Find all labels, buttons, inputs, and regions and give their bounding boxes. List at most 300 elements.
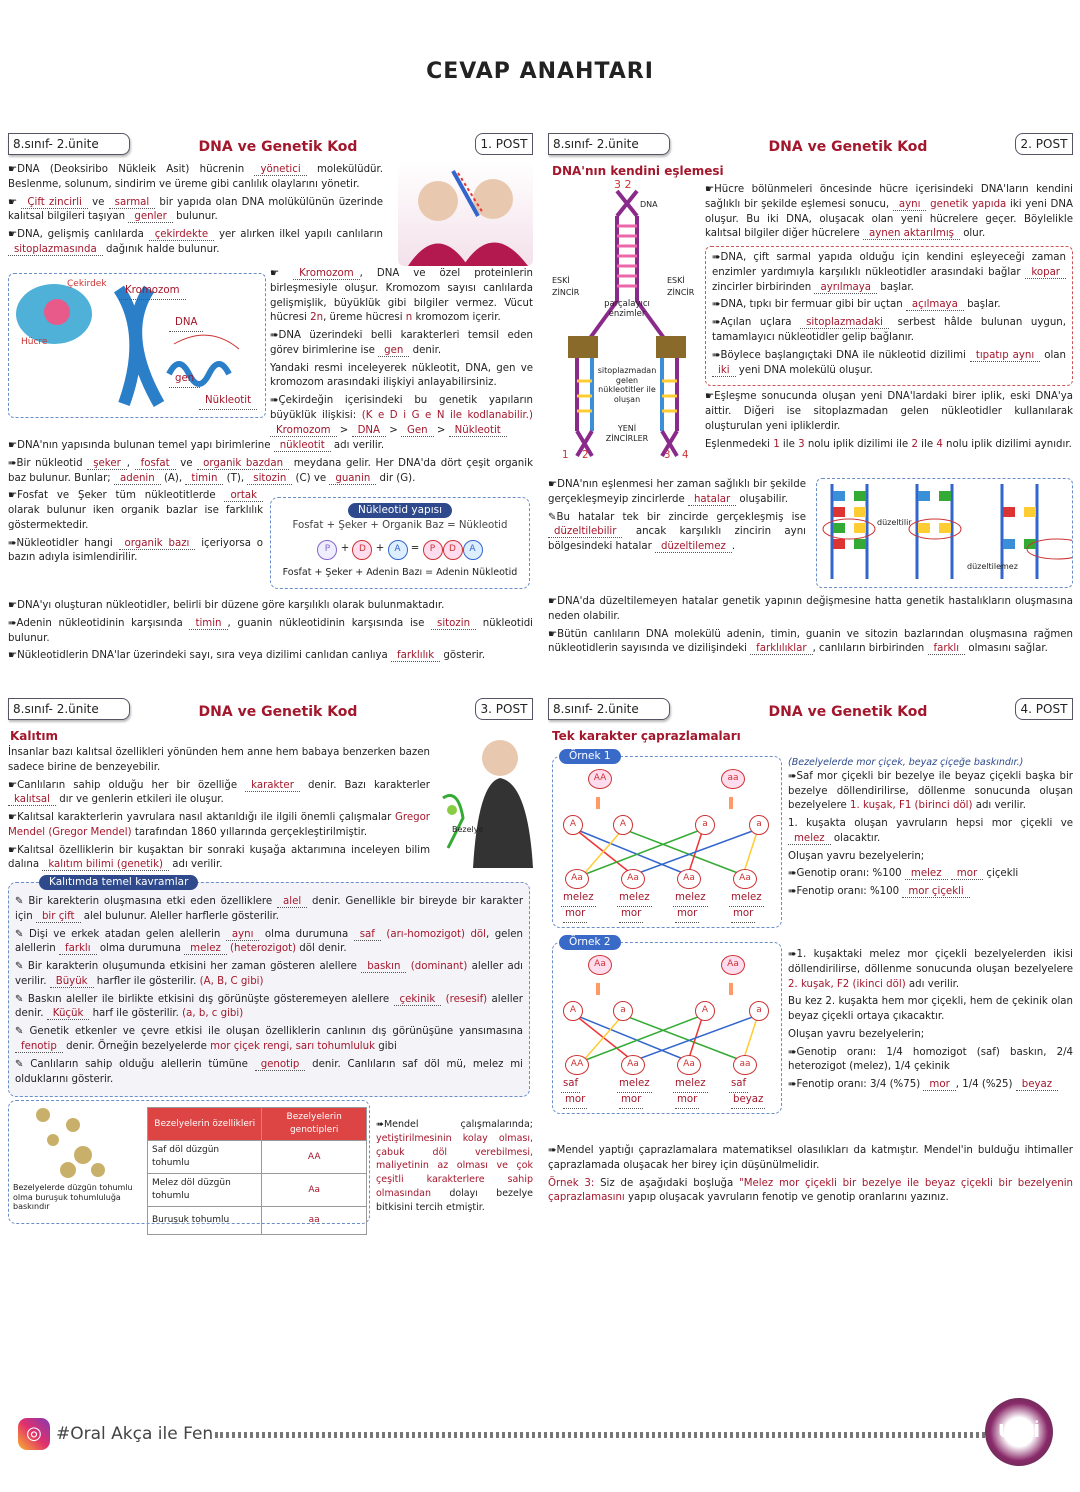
panel-title: DNA ve Genetik Kod [198,704,358,720]
text: ☛DNA'da düzeltilemeyen hatalar genetik yapının değişmesine hatta genetik hastalıkların oluşmasına neden olabilir. [548,596,1073,622]
answer-blank: melez [617,1077,652,1093]
paragraph [270,267,533,326]
unit-label: 8.sınıf- 2.ünite [8,133,130,155]
post-number: 4. POST [1015,698,1073,720]
answer-blank: melez [905,868,948,880]
intro-text [8,163,383,261]
text: olacaktır. [830,832,881,844]
answer-blank: saf [354,929,381,941]
highlight-text: (A, B, C gibi) [199,975,264,987]
text: gösterir. [440,650,486,662]
text: Siz de aşağıdaki boşluğa [600,1177,740,1189]
paragraph [788,1046,1073,1076]
text: harfler ile gösterilir. [93,975,200,987]
highlight-text: (heterozigot) [226,943,297,955]
text: dağınık halde bulunur. [102,243,220,255]
text: ➠Bir nükleotid [8,457,88,469]
text: ✎ Canlıların sahip olduğu alellerin tümüne [15,1058,255,1070]
text: ☛DNA'nın yapısında bulunan temel yapı birimlerine [8,440,274,451]
text: iki yeni DNA oluşur. Bu iki DNA, oluşacak olan yeni hücrelere geçer. Böylelikle kalıtsal bilgiler diğer hücrelere [705,198,1073,240]
text: bir yapıda olan DNA molükülünün üzerinde kalıtsal bilgileri taşıyan [8,196,383,223]
gamete: A [563,1001,583,1021]
text: başlar. [877,281,914,293]
answer-blank: alel [277,896,307,908]
text: ➠Çekirdeğin içerisindeki bu genetik yapıların büyüklük ilişkisi: [270,395,533,422]
paragraph [788,1028,1073,1043]
text: ➠Genotip oranı: %100 [788,868,905,880]
text: ➠DNA üzerindeki belli karakterleri temsil eden görev birimlerine ise [270,330,533,356]
answer-blank: iki [712,365,736,377]
example-2-cross [552,936,782,1114]
answer-blank: Kromozom [270,425,337,437]
answer-blank: gen [378,345,409,357]
label-cekirdek: Çekirdek [67,279,107,289]
answer-blank: aynı [226,929,260,941]
answer-blank: mor [923,1079,955,1091]
text: ➠Fenotip oranı: 3/4 (%75) [788,1079,924,1091]
answer-blank: sitozin [247,473,292,485]
answer-blank: düzeltilebilir [548,526,622,538]
text: oluşabilir. [736,493,788,505]
text: Bu kez 2. kuşakta hem mor çiçekli, hem de çekinik olan beyaz çiçekli ortaya çıkacaktır. [788,996,1073,1023]
answer-blank: saf [729,1077,748,1093]
text: ☛Fosfat ve Şeker tüm nükleotitlerde [8,490,225,502]
label-dna: DNA [640,200,658,209]
answer-blank: adenin [114,473,161,485]
parent-genotype: AA [588,769,612,789]
highlight-text: genetik yapıda [926,198,1007,210]
offspring-genotype: Aa [677,1055,701,1075]
highlight-text: 2n [310,312,324,324]
paragraph [548,1144,1073,1174]
text: yeni DNA molekülü oluşur. [735,364,873,376]
text: nolu iplik dizilimi aynıdır. [942,438,1072,450]
highlight-text: Örnek 3: [548,1177,601,1189]
f1-text [788,756,1073,903]
nucleotide-shapes: P + D + A = P D A [277,540,523,560]
dominance-note: (Bezelyelerde mor çiçek, beyaz çiçeğe baskındır.) [788,757,1024,768]
unit-label: 8.sınıf- 2.ünite [548,133,670,155]
text: ➠Adenin nükleotidinin karşısında [8,617,190,629]
strand-3: 3 [664,450,671,461]
highlight-text: 2. kuşak, F2 (ikinci döl) [788,978,906,990]
answer-blank: çekirdekte [149,229,215,241]
paragraph [548,595,1073,625]
text: denir. Örneğin bezelyelerde [62,1041,211,1053]
answer-blank: nükleotit [274,440,331,452]
panel-title: DNA ve Genetik Kod [768,139,928,155]
answer-blank: DNA [352,425,386,437]
label-unfixable: düzeltilemez [967,562,1018,571]
text: > [336,424,352,436]
replication-steps-box [705,246,1073,386]
text: ➠DNA, tıpkı bir fermuar gibi bir uçtan [712,299,906,311]
text: ☛DNA'nın eşlenmesi her zaman sağlıklı bir şekilde gerçekleşmeyip zincirlerde [548,479,806,505]
text: > [386,424,402,436]
highlight-text: (arı-homozigot) döl [380,928,486,940]
text: bulunur. [172,211,218,223]
text: yapıp oluşacak yavruların fenotip ve genotip oranlarını yazınız. [624,1192,949,1204]
paragraph [8,746,430,776]
conclusion-text [548,595,1073,660]
paragraph [788,885,1073,900]
formula-1: Fosfat + Şeker + Organik Baz = Nükleotid [292,519,508,531]
paragraph [712,349,1066,379]
text: olarak bulunur iken organik bazlar ise farklılık göstermektedir. [8,505,263,531]
text: ✎ Baskın aleller ile birlikte etkisini dış görünüşte gösteremeyen alellere [15,993,394,1005]
text: İnsanlar bazı kalıtsal özellikleri yönünden hem anne hem babaya benzerken bazen sadece birine de benzeyebilir. [8,747,430,773]
text: serbest hâlde bulunan uygun, tamamlayıcı nükleotidler gelip bağlanır. [712,317,1066,344]
highlight-text: 2 [911,438,918,450]
highlight-text: (K e D i G e N ile kodlanabilir.) [361,410,533,422]
gamete: A [695,1001,715,1021]
answer-blank: beyaz [731,1093,765,1109]
offspring-genotype: Aa [621,869,645,889]
text: olur. [959,228,986,240]
answer-blank: melez [561,891,596,907]
text: (C) ve [292,472,330,484]
text: aleller adı verilir. [15,961,523,987]
text: > [433,424,449,436]
text: ve [175,457,198,469]
answer-blank: genler [128,211,172,223]
answer-blank: yönetici [254,164,306,176]
highlight-text: mor çiçek rengi, sarı tohumluluk [210,1041,375,1053]
text: ile [779,438,799,450]
answer-blank: karakter [245,780,300,792]
text: adı verilir. [169,859,223,871]
panel-title: DNA ve Genetik Kod [198,139,358,155]
example-1-cross [552,750,782,928]
pea-seeds-image [13,1105,133,1185]
label-old-chain: ESKİ ZİNCİR [667,276,695,297]
heredity-text [8,746,430,876]
genotype-table [147,1107,367,1235]
answer-blank: kopar [1025,267,1066,279]
text: olan [1040,349,1066,361]
paragraph [15,960,523,990]
table-header: Bezelyelerin özellikleri [148,1108,262,1141]
answer-blank: melez [673,1077,708,1093]
highlight-text: 1. kuşak, F1 (birinci döl) [850,800,973,812]
table-header: Bezelyelerin genotipleri [262,1108,367,1141]
text: ➠Saf mor çiçekli bir bezelye ile beyaz çiçekli başka bir bezelye döllendirilirse, döllenme sonucunda oluşan bezelyelere [788,770,1073,812]
answer-blank: mor [619,1093,643,1109]
table-cell: Buruşuk tohumlu [148,1207,262,1235]
text: nolu iplik dizilimi ile [804,438,912,450]
post-number: 1. POST [475,133,533,155]
text: aleller denir. [15,993,523,1020]
gamete: a [613,1001,633,1021]
text: ➠Mendel çalışmalarında; [376,1119,533,1130]
label-hucre: Hücre [21,337,48,347]
answer-blank: fenotip [15,1041,63,1053]
text: yer alırken ilkel yapılı canlıların [214,229,383,241]
text: ☛ [270,268,294,279]
text: ✎ Genetik etkenler ve çevre etkisi ile oluşan özelliklerin canlının dış görünüşüne yansımasına [15,1026,523,1038]
text: ➠Açılan uçlara [712,317,801,329]
text: , DNA ve özel proteinlerin birleşmesiyle oluşur. Kromozom sayısı canlılarda gelişmişlik, büyüklük gibi bilgiler vermez. Vücut hücresi [270,268,533,324]
box-title: Nükleotid yapısı [348,503,452,518]
strand-2: 2 [582,450,589,461]
answer-blank: baskın [361,961,406,973]
highlight-text: 3 [798,438,805,450]
text: ancak karşılıklı zincirin aynı bölgesindeki hatalar [548,526,806,553]
answer-blank: Gen [401,425,434,437]
answer-blank: melez [788,833,831,845]
text: ✎ Bir karakterin oluşumunda etkisini her zaman gösteren alellere [15,961,362,973]
label-fixable: düzeltilir [877,518,912,527]
example-label: Örnek 1 [559,749,621,764]
answer-blank: ortak [224,490,263,502]
paragraph [15,895,523,925]
paragraph [788,850,1073,865]
highlight-text: n [405,312,413,324]
mendel-probability-text [548,1144,1073,1209]
text: 1. kuşakta oluşan yavruların hepsi mor çiçekli ve [788,818,1073,830]
text: ☛Canlıların sahip olduğu her bir özelliğe [8,779,246,791]
social-handle[interactable]: #Oral Akça ile Fen [56,1423,214,1444]
error-text [548,478,806,558]
text: dir (G). [376,472,416,484]
paragraph [548,628,1073,658]
text: ile [917,438,937,450]
text: Oluşan yavru bezelyelerin; [788,850,925,862]
concepts-box [8,876,530,1097]
text: ☛Kalıtsal karakterlerin yavrulara nasıl aktarıldığı ile ilgili önemli çalışmalar [8,812,395,824]
offspring-genotype: aa [733,1055,757,1075]
answer-blank: saf [561,1077,580,1093]
text: , guanin nükleotidinin karşısında ise [227,617,432,629]
paragraph [8,439,533,454]
answer-blank: hatalar [688,494,736,506]
answer-blank: çekinik [394,994,442,1006]
divider [215,1432,985,1438]
paragraph [788,1078,1073,1093]
section-title: Kalıtım [10,729,58,743]
answer-blank: farklılıklar [750,643,812,655]
paragraph [270,362,533,392]
answer-blank: farklı [59,943,97,955]
text: olma durumuna [96,943,185,955]
page-title: CEVAP ANAHTARI [426,59,654,84]
paragraph [8,163,383,193]
answer-blank: mor çiçekli [902,886,969,898]
answer-blank: guanin [329,473,376,485]
text: ☛Nükleotidlerin DNA'lar üzerindeki sayı, sıra veya dizilimi canlıdan canlıya [8,650,391,662]
nucleotide-structure-box [270,497,530,589]
dna-replication-diagram: 3 2 DNA ESKİ ZİNCİR ESKİ ZİNCİR parçalayıcı enzimler sitoplazmadan gelen nükleotitler ile oluşan YENİ ZİNCİRLER 1 2 3 4 [552,181,702,466]
label-enzymes: parçalayıcı enzimler [604,299,650,320]
paragraph [8,617,533,647]
text: tarafından 1860 yıllarında gerçekleştirilmiştir. [131,826,368,838]
paragraph [705,438,1073,453]
answer-blank: aynı [893,199,927,211]
label-kromozom: Kromozom [119,284,186,300]
text: denir. Genellikle bir bireyde bir karakter için [15,896,524,922]
formula-2: Fosfat + Şeker + Adenin Bazı = Adenin Nükleotid [282,566,518,578]
box-title: Kalıtımda temel kavramlar [39,875,198,890]
highlight-text: 4 [936,438,943,450]
text: ✎ Bir karekterin oluşmasına etki eden özelliklere [15,896,277,907]
paragraph [548,478,806,508]
offspring-genotype: Aa [621,1055,645,1075]
paragraph [8,196,383,226]
answer-blank: şeker [87,458,127,470]
paragraph [705,183,1073,242]
parent-genotype: aa [721,769,745,789]
answer-blank: genotip [255,1059,306,1071]
parent-genotype: Aa [721,955,745,975]
paragraph [705,390,1073,434]
answer-blank: fosfat [135,458,176,470]
answer-blank: mor [951,868,983,880]
highlight-text: (resesif) [441,993,488,1005]
answer-blank: melez [617,891,652,907]
chromosome-text [270,267,533,442]
answer-blank: bir çift [36,911,81,923]
gamete: a [749,815,769,835]
answer-blank: melez [673,891,708,907]
paragraph [548,511,806,555]
text: , 1/4 (%25) [955,1079,1016,1091]
offspring-genotype: Aa [565,869,589,889]
text: Yandaki resmi inceleyerek nükleotit, DNA, gen ve kromozom arasındaki ilişkiyi anlayabilirsiniz. [270,362,533,389]
text: ➠Nükleotidler hangi [8,537,119,549]
answer-blank: organik bazdan [197,458,289,470]
text: ➠Mendel yaptığı çaprazlamalara matematiksel olasılıkları da katmıştır. Mendel'in bulduğu ihtimaller çaprazlamada oluşacak her birey için düşünülmelidir. [548,1145,1073,1171]
offspring-genotype: AA [565,1055,589,1075]
text: olma durumuna [259,928,354,940]
text: ➠Böylece başlangıçtaki DNA ile nükleotid dizilimi [712,349,970,361]
logo-text: ULTİ [997,1420,1041,1442]
answer-blank: mor [563,1093,587,1109]
text: Eşlenmedeki [705,438,774,450]
seed-caption: Bezelyelerde düzgün tohumlu olma buruşuk tohumluluğa baskındır [13,1183,133,1212]
answer-blank: mor [731,907,755,923]
answer-blank: timin [189,618,227,630]
paragraph [8,537,263,567]
answer-blank: beyaz [1016,1079,1058,1091]
text: harf ile gösterilir. [89,1008,183,1020]
label-new-nucleotides: sitoplazmadan gelen nükleotitler ile oluşan [597,366,657,404]
paragraph [8,844,430,874]
text: , canlıların birbirinden [812,643,928,655]
answer-blank: kalıtsal [8,794,56,806]
answer-blank: mor [563,907,587,923]
text: ☛DNA'yı oluşturan nükleotidler, belirli bir düzene göre karşılıklı olarak bulunmaktadır. [8,600,445,611]
paragraph [15,928,523,958]
unit-label: 8.sınıf- 2.ünite [8,698,130,720]
highlight-text: "Melez mor çiçekli bir bezelye ile beyaz çiçekli bir bezelyenin çaprazlamasını [548,1177,1073,1204]
brand-logo [985,1398,1053,1466]
gamete: a [695,815,715,835]
paragraph [788,948,1073,992]
offspring-genotype: Aa [733,869,757,889]
text: içeriyorsa o bazın adıyla isimlendirilir. [8,537,263,564]
text: adı verilir. [972,800,1026,812]
text: döl denir. [296,943,347,955]
text: ☛Kalıtsal özelliklerin bir kuşaktan bir sonraki kuşağa aktarımına inceleyen bilim dalına [8,844,430,871]
text: çiçekli [983,868,1019,880]
answer-blank: Büyük [50,976,94,988]
text: olmasını sağlar. [965,643,1048,655]
text: ☛DNA (Deoksiribo Nükleik Asit) hücrenin [8,164,255,175]
text: alel bulunur. Aleller harflerle gösterilir. [80,910,279,922]
highlight-text: yetiştirilmesinin kolay olması, çabuk döl verebilmesi, maliyetinin az olması ve çok çeşitli karakterlere sahip olmasından [376,1132,533,1199]
highlight-text: (dominant) [406,961,468,973]
paragraph [712,298,1066,313]
text: , üreme hücresi [323,312,406,324]
paragraph [15,993,523,1023]
label-gen: gen [169,372,200,388]
text: . [731,541,736,553]
dna-error-diagram [816,478,1073,588]
text: ✎ Dişi ve erkek atadan gelen alellerin [15,928,226,940]
text: ➠DNA, çift sarmal yapıda olduğu için kendini eşleyeceği zaman enzimler yardımıyla karşılıklı nükleotidler arasındaki bağlar [712,252,1066,278]
answer-blank: melez [729,891,764,907]
post-number: 2. POST [1015,133,1073,155]
text: denir. Bazı karakterler [299,779,430,791]
answer-blank: sarmal [109,197,156,209]
pairing-text [8,599,533,667]
text: ☛Eşleşme sonucunda oluşan yeni DNA'lardaki birer iplik, eski DNA'ya aittir. Diğeri ise sitoplazmadan gelen nükleotidler kullanılarak oluşturulan yeni ipliklerdir. [705,391,1073,432]
text: gibi [374,1041,397,1053]
answer-blank: sitoplazmasında [8,244,103,256]
parent-genotype: Aa [588,955,612,975]
text: ➠Fenotip oranı: %100 [788,886,903,898]
answer-blank: aynen aktarılmış [863,228,960,240]
example-label: Örnek 2 [559,935,621,950]
paragraph [788,995,1073,1025]
paragraph [8,457,533,487]
strand-4: 4 [682,450,689,461]
text: (T), [223,472,248,484]
answer-blank: farklı [928,643,966,655]
mendel-portrait [438,728,533,868]
post-number: 3. POST [475,698,533,720]
label-nukleotit: Nükleotit [199,394,257,410]
text: adı verilir. [905,978,960,990]
text: başlar. [963,299,1001,311]
highlight-text: Gregor Mendel (Gregor Mendel) [8,812,430,838]
text: zincirler birbirinden [712,281,815,293]
answer-blank: Çift zincirli [21,197,88,209]
answer-blank: sitoplazmadaki [800,317,889,329]
paragraph [15,1058,523,1088]
answer-blank: organik bazı [119,538,196,550]
text: Oluşan yavru bezelyelerin; [788,1028,925,1040]
answer-blank: Kromozom [293,268,360,280]
section-title: DNA'nın kendini eşlemesi [552,164,724,178]
panel-title: DNA ve Genetik Kod [768,704,928,720]
replication-text [705,183,1073,456]
answer-blank: Nükleotit [449,425,507,437]
answer-blank: Küçük [47,1008,90,1020]
seed-table-box [8,1100,370,1224]
instagram-icon[interactable]: ◎ [18,1418,50,1450]
paragraph [376,1118,533,1214]
answer-blank: farklılık [391,650,440,662]
answer-blank: timin [185,473,223,485]
label-pea: Bezelye [452,825,484,834]
text: dolayı bezelye bitkisini tercih etmiştir. [376,1187,533,1213]
label-old-chain: ESKİ ZİNCİR [552,276,580,297]
answer-blank: mor [675,1093,699,1109]
gamete: A [613,815,633,835]
text: ☛ [8,196,22,208]
paragraph [15,1025,523,1055]
